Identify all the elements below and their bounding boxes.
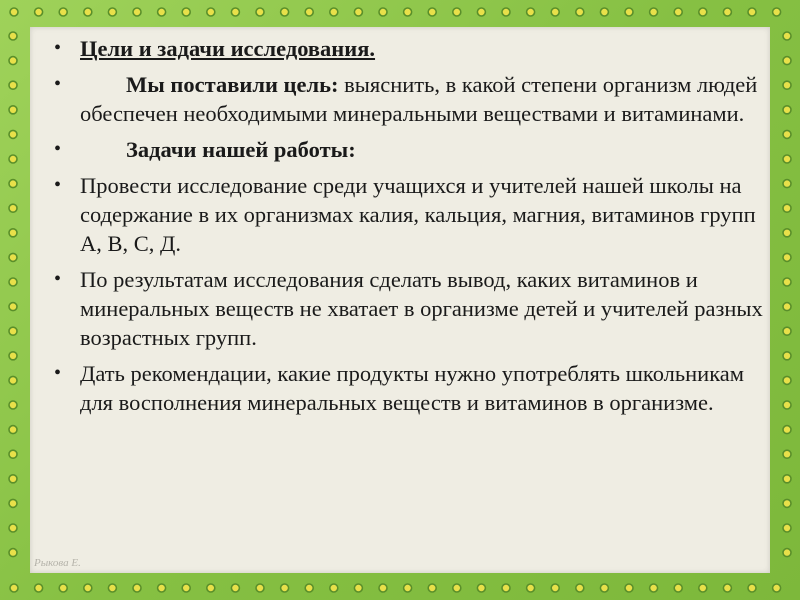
border-dot xyxy=(576,8,584,16)
border-dot xyxy=(674,8,682,16)
border-dot xyxy=(551,8,559,16)
bullet-icon: • xyxy=(54,138,62,160)
slide-content-card xyxy=(30,27,770,573)
border-dot xyxy=(600,8,608,16)
goal-label: Мы поставили цель: xyxy=(126,72,339,97)
bullet-list xyxy=(50,34,765,424)
border-dot xyxy=(428,8,436,16)
bullet-icon: • xyxy=(54,174,62,196)
border-dot xyxy=(9,57,17,65)
list-item xyxy=(50,135,765,164)
border-dot xyxy=(723,584,731,592)
border-dot xyxy=(527,584,535,592)
border-dot xyxy=(84,584,92,592)
border-dot xyxy=(305,584,313,592)
border-dot xyxy=(9,81,17,89)
border-dot xyxy=(783,57,791,65)
border-dot xyxy=(305,8,313,16)
border-dot xyxy=(453,8,461,16)
border-dot xyxy=(527,8,535,16)
border-dot xyxy=(182,584,190,592)
border-dot xyxy=(330,584,338,592)
border-dot xyxy=(9,376,17,384)
border-dot xyxy=(9,352,17,360)
border-dot xyxy=(783,499,791,507)
border-dot xyxy=(773,8,781,16)
border-dot xyxy=(783,401,791,409)
border-dot xyxy=(783,204,791,212)
border-dot xyxy=(783,253,791,261)
border-dot xyxy=(10,584,18,592)
border-dot xyxy=(783,426,791,434)
border-dot xyxy=(133,8,141,16)
border-dot xyxy=(477,8,485,16)
border-dot xyxy=(783,130,791,138)
list-item xyxy=(50,70,765,128)
bullet-icon: • xyxy=(54,73,62,95)
border-dot xyxy=(404,584,412,592)
border-dot xyxy=(59,8,67,16)
border-dot xyxy=(674,584,682,592)
border-dot xyxy=(783,475,791,483)
border-dot xyxy=(330,8,338,16)
bullet-icon: • xyxy=(54,268,62,290)
border-dot xyxy=(625,584,633,592)
border-dot xyxy=(256,584,264,592)
goal-text: выяснить, в какой степени организм людей обеспечен необходимыми минеральными веществами и витаминами. xyxy=(80,72,758,126)
border-dot xyxy=(783,180,791,188)
border-dot xyxy=(9,499,17,507)
border-dot xyxy=(9,401,17,409)
border-dot xyxy=(748,8,756,16)
border-dot xyxy=(783,524,791,532)
border-dot xyxy=(9,204,17,212)
border-dot xyxy=(783,32,791,40)
border-dot xyxy=(158,8,166,16)
border-dot xyxy=(281,8,289,16)
author-watermark: Рыкова Е. xyxy=(34,557,81,569)
border-dot xyxy=(231,584,239,592)
task-text: По результатам исследования сделать вывод, каких витаминов и минеральных веществ не хватает в организме детей и учителей разных возрастных групп. xyxy=(80,267,763,350)
border-dot xyxy=(428,584,436,592)
border-dot xyxy=(783,229,791,237)
border-dot xyxy=(207,584,215,592)
border-dot xyxy=(9,106,17,114)
border-dot xyxy=(404,8,412,16)
border-dot xyxy=(551,584,559,592)
border-dot xyxy=(9,524,17,532)
border-dot xyxy=(9,426,17,434)
border-dot xyxy=(9,549,17,557)
border-dot xyxy=(576,584,584,592)
border-dot xyxy=(699,8,707,16)
list-item xyxy=(50,34,765,63)
border-dot xyxy=(133,584,141,592)
border-dot xyxy=(783,376,791,384)
border-dot xyxy=(783,327,791,335)
border-dot xyxy=(108,584,116,592)
border-dot xyxy=(783,155,791,163)
border-dot xyxy=(379,8,387,16)
border-dot xyxy=(453,584,461,592)
border-dot xyxy=(783,549,791,557)
border-dot xyxy=(59,584,67,592)
border-dot xyxy=(281,584,289,592)
border-dot xyxy=(9,130,17,138)
border-dot xyxy=(9,253,17,261)
border-dot xyxy=(723,8,731,16)
border-dot xyxy=(354,8,362,16)
border-dot xyxy=(35,8,43,16)
border-dot xyxy=(625,8,633,16)
border-dot xyxy=(9,327,17,335)
list-item xyxy=(50,171,765,258)
border-dot xyxy=(35,584,43,592)
border-dot xyxy=(9,475,17,483)
task-text: Провести исследование среди учащихся и учителей нашей школы на содержание в их организмах калия, кальция, магния, витаминов групп А, В, С, Д. xyxy=(80,173,756,256)
border-dot xyxy=(9,303,17,311)
border-dot xyxy=(783,278,791,286)
border-dot xyxy=(783,450,791,458)
border-dot xyxy=(84,8,92,16)
border-dot xyxy=(9,32,17,40)
border-dot xyxy=(600,584,608,592)
list-item xyxy=(50,265,765,352)
list-item xyxy=(50,359,765,417)
border-dot xyxy=(10,8,18,16)
task-text: Дать рекомендации, какие продукты нужно употреблять школьникам для восполнения минеральных веществ и витаминов в организме. xyxy=(80,361,745,415)
border-dot xyxy=(748,584,756,592)
border-dot xyxy=(783,106,791,114)
border-dot xyxy=(477,584,485,592)
border-dot xyxy=(783,303,791,311)
border-dot xyxy=(502,8,510,16)
bullet-icon: • xyxy=(54,37,62,59)
border-dot xyxy=(9,180,17,188)
border-dot xyxy=(379,584,387,592)
border-dot xyxy=(207,8,215,16)
border-dot xyxy=(9,278,17,286)
border-dot xyxy=(783,352,791,360)
border-dot xyxy=(182,8,190,16)
bullet-icon: • xyxy=(54,362,62,384)
slide-heading: Цели и задачи исследования. xyxy=(80,36,376,61)
border-dot xyxy=(9,155,17,163)
tasks-label: Задачи нашей работы: xyxy=(126,137,356,162)
border-dot xyxy=(354,584,362,592)
border-dot xyxy=(773,584,781,592)
border-dot xyxy=(256,8,264,16)
border-dot xyxy=(650,8,658,16)
border-dot xyxy=(699,584,707,592)
border-dot xyxy=(231,8,239,16)
border-dot xyxy=(650,584,658,592)
border-dot xyxy=(108,8,116,16)
border-dot xyxy=(9,229,17,237)
border-dot xyxy=(158,584,166,592)
border-dot xyxy=(9,450,17,458)
border-dot xyxy=(502,584,510,592)
border-dot xyxy=(783,81,791,89)
